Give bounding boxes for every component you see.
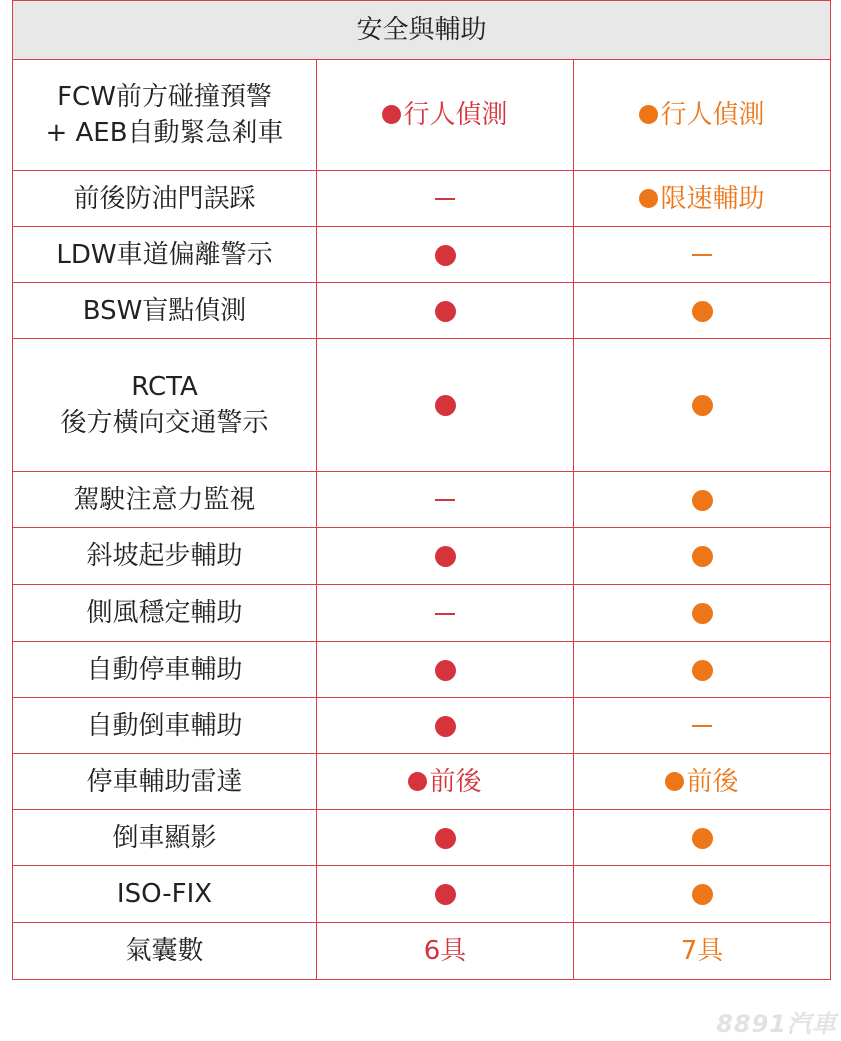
feature-label: 斜坡起步輔助 <box>86 541 243 571</box>
feature-row <box>13 754 831 810</box>
section-header-row <box>13 1 831 60</box>
feature-row <box>13 171 831 227</box>
equipped-dot-icon <box>435 546 456 567</box>
equipped-dot-icon <box>382 105 401 124</box>
feature-row <box>13 585 831 642</box>
equipped-dot-icon <box>435 716 456 737</box>
feature-label: + AEB自動緊急剎車 <box>45 118 284 148</box>
feature-row <box>13 472 831 528</box>
feature-row <box>13 60 831 171</box>
feature-label: BSW盲點偵測 <box>82 295 247 326</box>
feature-label-cell <box>13 472 317 528</box>
feature-label-cell <box>13 171 317 227</box>
equipped-dot-icon <box>692 660 713 681</box>
feature-label: FCW前方碰撞預警 <box>57 82 272 112</box>
feature-row <box>13 227 831 283</box>
right-model-cell <box>574 528 831 585</box>
feature-label-cell <box>13 585 317 642</box>
left-model-cell <box>317 810 574 866</box>
not-equipped-dash-icon <box>435 198 455 200</box>
feature-label: 倒車顯影 <box>112 822 217 853</box>
feature-detail-text: 前後 <box>429 766 482 797</box>
equipped-dot-icon <box>692 301 713 322</box>
equipped-dot-icon <box>639 105 658 124</box>
right-model-cell <box>574 60 831 171</box>
feature-label-cell <box>13 866 317 923</box>
feature-label: LDW車道偏離警示 <box>56 239 273 270</box>
right-model-cell <box>574 754 831 810</box>
feature-row <box>13 339 831 472</box>
equipped-dot-icon <box>692 490 713 511</box>
right-model-cell <box>574 923 831 980</box>
feature-label-cell <box>13 528 317 585</box>
right-model-cell <box>574 472 831 528</box>
section-title: 安全與輔助 <box>13 1 831 60</box>
left-model-cell <box>317 472 574 528</box>
feature-label-cell <box>13 339 317 472</box>
right-model-cell <box>574 642 831 698</box>
feature-detail-text: 限速輔助 <box>660 183 765 214</box>
spec-table-body <box>13 1 831 980</box>
feature-label-cell <box>13 923 317 980</box>
feature-label-cell <box>13 642 317 698</box>
feature-label: 停車輔助雷達 <box>86 766 243 797</box>
feature-label-cell <box>13 60 317 171</box>
right-model-cell <box>574 585 831 642</box>
not-equipped-dash-icon <box>692 254 712 256</box>
equipped-dot-icon <box>435 395 456 416</box>
left-model-cell <box>317 698 574 754</box>
right-model-cell <box>574 866 831 923</box>
equipped-dot-icon <box>692 395 713 416</box>
feature-label-cell <box>13 810 317 866</box>
right-model-cell <box>574 227 831 283</box>
equipped-dot-icon <box>435 660 456 681</box>
feature-label-cell <box>13 754 317 810</box>
left-model-cell <box>317 283 574 339</box>
feature-detail-text: 前後 <box>686 766 739 797</box>
right-model-cell <box>574 339 831 472</box>
equipped-dot-icon <box>435 884 456 905</box>
feature-row <box>13 866 831 923</box>
feature-row <box>13 528 831 585</box>
feature-label: ISO-FIX <box>116 879 213 909</box>
feature-detail-text: 行人偵測 <box>660 100 765 130</box>
feature-row <box>13 810 831 866</box>
feature-label: 側風穩定輔助 <box>86 598 243 628</box>
left-model-cell <box>317 754 574 810</box>
equipped-dot-icon <box>435 245 456 266</box>
feature-row <box>13 698 831 754</box>
equipped-dot-icon <box>408 772 427 791</box>
not-equipped-dash-icon <box>692 725 712 727</box>
safety-spec-table <box>12 0 831 980</box>
equipped-dot-icon <box>692 546 713 567</box>
left-model-cell <box>317 60 574 171</box>
feature-label: 自動倒車輔助 <box>86 710 243 741</box>
left-model-cell <box>317 227 574 283</box>
equipped-dot-icon <box>692 603 713 624</box>
feature-label: RCTA <box>131 372 198 402</box>
feature-row <box>13 283 831 339</box>
feature-label: 後方橫向交通警示 <box>60 408 269 438</box>
left-model-cell <box>317 339 574 472</box>
feature-label: 氣囊數 <box>125 936 204 966</box>
right-model-cell <box>574 283 831 339</box>
feature-row <box>13 923 831 980</box>
left-model-cell <box>317 171 574 227</box>
feature-label: 自動停車輔助 <box>86 654 243 685</box>
feature-value-text: 6具 <box>423 936 467 966</box>
feature-label: 前後防油門誤踩 <box>73 183 256 214</box>
not-equipped-dash-icon <box>435 499 455 501</box>
left-model-cell <box>317 642 574 698</box>
feature-label-cell <box>13 283 317 339</box>
feature-detail-text: 行人偵測 <box>403 100 508 130</box>
not-equipped-dash-icon <box>435 613 455 615</box>
right-model-cell <box>574 171 831 227</box>
feature-value-text: 7具 <box>680 936 724 966</box>
equipped-dot-icon <box>435 828 456 849</box>
feature-row <box>13 642 831 698</box>
feature-label-cell <box>13 698 317 754</box>
feature-label: 駕駛注意力監視 <box>73 484 256 515</box>
right-model-cell <box>574 810 831 866</box>
left-model-cell <box>317 585 574 642</box>
equipped-dot-icon <box>435 301 456 322</box>
right-model-cell <box>574 698 831 754</box>
watermark-logo: 8891汽車 <box>716 1010 837 1038</box>
equipped-dot-icon <box>692 884 713 905</box>
left-model-cell <box>317 923 574 980</box>
left-model-cell <box>317 866 574 923</box>
equipped-dot-icon <box>692 828 713 849</box>
left-model-cell <box>317 528 574 585</box>
equipped-dot-icon <box>665 772 684 791</box>
feature-label-cell <box>13 227 317 283</box>
equipped-dot-icon <box>639 189 658 208</box>
